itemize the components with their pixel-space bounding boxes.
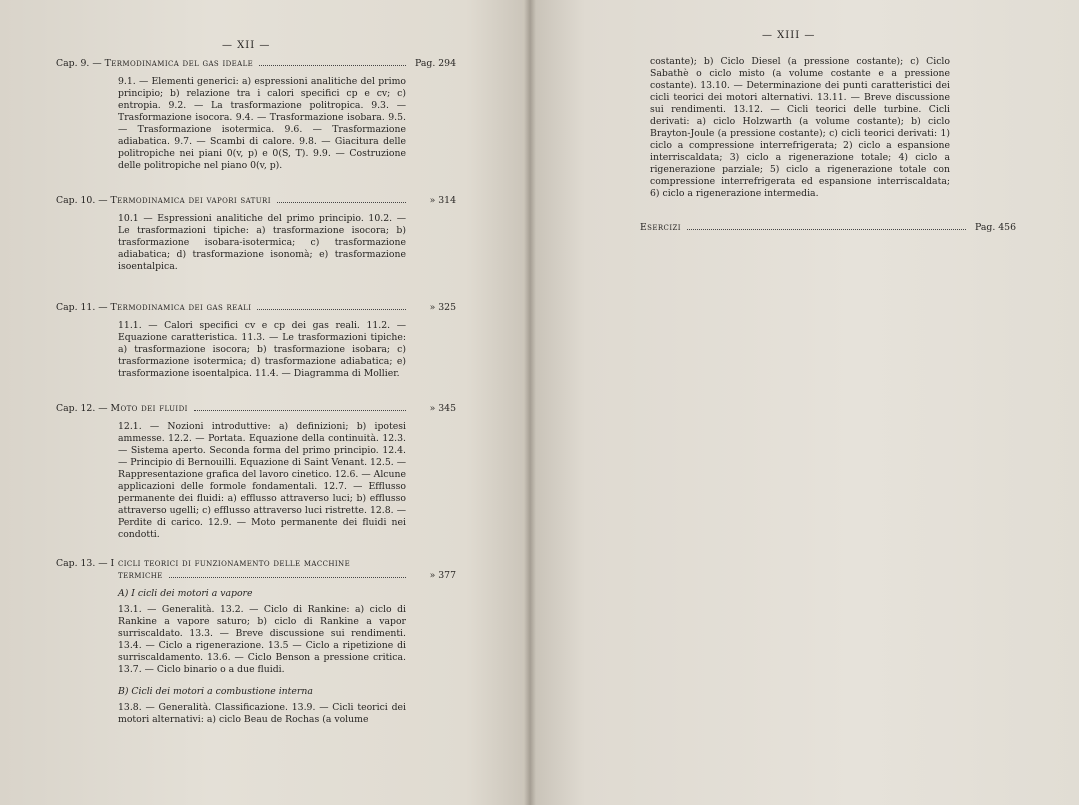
dot-leader [169, 577, 406, 578]
dot-leader [257, 309, 406, 310]
section-contents-b: 13.8. — Generalità. Classificazione. 13.9. — Cicli teorici dei motori alternativi: a) ciclo Beau de Rochas (a volume [118, 702, 406, 725]
toc-entry-chapter-12 [56, 403, 456, 541]
page-number: » 314 [429, 195, 456, 206]
chapter-contents: 12.1. — Nozioni introduttive: a) definizioni; b) ipotesi ammesse. 12.2. — Portata. Equazione della continuità. 12.3. — Sistema aperto. Seconda forma del primo principio. 12.4. — Principio di Bernouilli. Equazione di Saint Venant. 12.5. — Rappresentazione grafica del lavoro cinetico. 12.6. — Alcune applicazioni delle formole fondamentali. 12.7. — Efflusso permanente dei fluidi: a) efflusso attraverso luci; b) efflusso attraverso ugelli; c) efflusso attraverso luci ristrette. 12.8. — Perdite di carico. 12.9. — Moto permanente dei fluidi nei condotti. [118, 421, 406, 540]
chapter-title: Termodinamica dei vapori saturi [110, 195, 271, 206]
chapter-title: I cicli teorici di funzionamento delle macchine [110, 558, 351, 569]
dot-leader [277, 202, 406, 203]
chapter-contents: 9.1. — Elementi generici: a) espressioni analitiche del primo principio; b) relazione tra i calori specifici cp e cv; c) entropia. 9.2. — La trasformazione politropica. 9.3. — Trasformazione isocora. 9.4. — Trasformazione isobara. 9.5. — Trasformazione isotermica. 9.6. — Trasformazione adiabatica. 9.7. — Scambi di calore. 9.8. — Giacitura delle politropiche nei piani 0(v, p) e 0(S, T). 9.9. — Costruzione delle politropiche nel piano 0(v, p). [118, 76, 406, 171]
section-heading-a: A) I cicli dei motori a vapore [118, 588, 253, 599]
toc-entry-chapter-13 [56, 558, 456, 726]
dot-leader [259, 65, 406, 66]
section-contents-a: 13.1. — Generalità. 13.2. — Ciclo di Rankine: a) ciclo di Rankine a vapore saturo; b) ciclo di Rankine a vapor surriscaldato. 13.3. — Breve discussione sui rendimenti. 13.4. — Ciclo a rigenerazione. 13.5 — Ciclo a ripetizione di surriscaldamento. 13.6. — Ciclo Benson a pressione critica. 13.7. — Ciclo binario o a due fluidi. [118, 604, 406, 675]
chapter-number: Cap. 12. — [56, 403, 108, 414]
right-folio: — XIII — [762, 30, 816, 41]
left-page [0, 0, 530, 805]
page-number: » 345 [429, 403, 456, 414]
toc-entry-chapter-10 [56, 195, 456, 273]
chapter-title: Termodinamica dei gas reali [110, 302, 252, 313]
chapter-title: Moto dei fluidi [110, 403, 188, 414]
chapter-contents: 11.1. — Calori specifici cv e cp dei gas reali. 11.2. — Equazione caratteristica. 11.3. — Le trasformazioni tipiche: a) trasformazione isocora; b) trasformazione isobara; c) trasformazione isotermica; d) trasformazione adiabatica; e) trasformazione isoentalpica. 11.4. — Diagramma di Mollier. [118, 320, 406, 379]
page-number: Pag. 456 [975, 222, 1016, 233]
page-number: » 325 [429, 302, 456, 313]
chapter-number: Cap. 9. — [56, 58, 102, 69]
chapter-contents: 10.1 — Espressioni analitiche del primo principio. 10.2. — Le trasformazioni tipiche: a) trasformazione isocora; b) trasformazione isobara-isotermica; c) trasformazione adiabatica; d) trasformazione isonomà; e) trasformazione isoentalpica. [118, 213, 406, 272]
section-title: Esercizi [640, 222, 681, 233]
left-folio: — XII — [222, 40, 271, 51]
chapter-number: Cap. 10. — [56, 195, 108, 206]
page-number: » 377 [429, 570, 456, 581]
book-gutter [524, 0, 536, 805]
dot-leader [687, 229, 966, 230]
section-heading-b: B) Cicli dei motori a combustione interna [118, 686, 313, 697]
toc-entry-chapter-9 [56, 58, 456, 172]
toc-entry-chapter-11 [56, 302, 456, 380]
chapter-title-continued: termiche [118, 570, 163, 581]
toc-entry-esercizi [640, 222, 1016, 234]
dot-leader [194, 410, 406, 411]
chapter-title: Termodinamica del gas ideale [104, 58, 254, 69]
chapter-number: Cap. 13. — [56, 558, 108, 569]
right-page [530, 0, 1079, 805]
chapter-13-continuation: costante); b) Ciclo Diesel (a pressione costante); c) Ciclo Sabathè o ciclo misto (a volume costante e a pressione costante). 13.10. — Determinazione dei punti caratteristici dei cicli teorici dei motori alternativi. 13.11. — Breve discussione sui rendimenti. 13.12. — Cicli teorici delle turbine. Cicli derivati: a) ciclo Holzwarth (a volume costante); b) ciclo Brayton-Joule (a pressione costante); c) cicli teorici derivati: 1) ciclo a compressione interrefrigerata; 2) ciclo a espansione interriscaldata; 3) ciclo a rigenerazione totale; 4) ciclo a rigenerazione parziale; 5) ciclo a rigenerazione totale con compressione interrefrigerata ed espansione interriscaldata; 6) ciclo a rigenerazione intermedia. [650, 56, 950, 199]
page-number: Pag. 294 [415, 58, 456, 69]
chapter-number: Cap. 11. — [56, 302, 108, 313]
